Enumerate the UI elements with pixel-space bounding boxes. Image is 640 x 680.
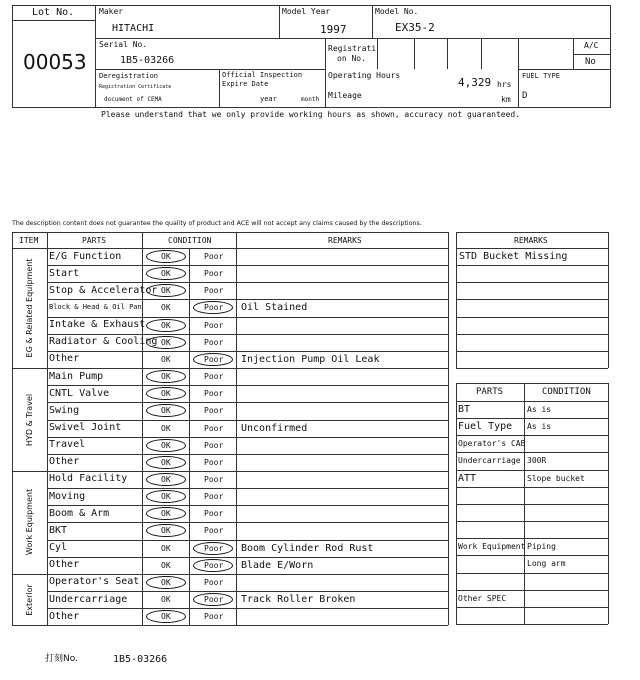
spec-part: Work Equipment	[458, 542, 526, 552]
part-label: Swing	[49, 404, 80, 416]
poor-option: Poor	[204, 423, 224, 433]
poor-option: Poor	[204, 286, 224, 296]
table-rule	[456, 607, 608, 608]
remarks-box-header: REMARKS	[514, 236, 548, 245]
ok-option: OK	[161, 509, 171, 519]
table-rule	[12, 248, 448, 249]
ok-option: OK	[161, 543, 171, 553]
table-rule	[456, 401, 608, 402]
poor-selected-mark	[193, 301, 233, 314]
poor-option: Poor	[204, 320, 224, 330]
part-label: Moving	[49, 490, 86, 502]
remarks-line: STD Bucket Missing	[459, 251, 568, 262]
remark-text: Unconfirmed	[241, 422, 308, 434]
group-label: EG & Related Equipment	[24, 258, 34, 358]
serial-value: 1B5-03266	[120, 55, 175, 66]
poor-option: Poor	[204, 372, 224, 382]
remark-text: Blade E/Worn	[241, 559, 314, 571]
table-rule	[47, 557, 448, 558]
ok-option: OK	[161, 474, 171, 484]
spec-condition: Piping	[527, 542, 556, 552]
ok-option: OK	[161, 595, 171, 604]
model-no-label: Model No.	[375, 7, 419, 16]
part-label: Main Pump	[49, 370, 104, 382]
table-rule	[456, 573, 608, 574]
spec-part: Operator's CAB	[458, 439, 526, 449]
ok-selected-mark	[146, 473, 186, 486]
poor-selected-mark	[193, 593, 233, 606]
table-rule	[47, 232, 48, 625]
table-rule	[47, 351, 448, 352]
parts-box-condition-header: CONDITION	[542, 387, 591, 397]
ok-option: OK	[161, 286, 171, 296]
ok-option: OK	[161, 406, 171, 416]
part-label: Boom & Arm	[49, 507, 110, 519]
table-rule	[47, 505, 448, 506]
poor-selected-mark	[193, 353, 233, 366]
part-label: Cyl	[49, 542, 68, 554]
table-rule	[456, 452, 608, 453]
ok-selected-mark	[146, 507, 186, 520]
table-rule	[47, 282, 448, 283]
hours-disclaimer: Please understand that we only provide working hours as shown, accuracy not guaranteed.	[101, 110, 521, 119]
table-rule	[456, 470, 608, 471]
description-disclaimer: The description content does not guarantee the quality of product and ACE will not accept any claims caused by the descriptions.	[12, 220, 422, 227]
poor-option: Poor	[204, 406, 224, 416]
ok-selected-mark	[146, 576, 186, 589]
table-rule	[12, 574, 448, 575]
spec-condition: As is	[527, 422, 552, 432]
model-year-label: Model Year	[282, 7, 331, 16]
model-year-value: 1997	[320, 23, 347, 36]
spec-part: BT	[458, 404, 471, 415]
poor-selected-mark	[193, 542, 233, 555]
spec-condition: As is	[527, 405, 552, 414]
ok-selected-mark	[146, 490, 186, 503]
poor-option: Poor	[204, 474, 224, 484]
table-rule	[47, 402, 448, 403]
table-rule	[456, 624, 608, 625]
table-rule	[12, 625, 448, 626]
ok-selected-mark	[146, 456, 186, 469]
poor-option: Poor	[204, 337, 224, 347]
lot-label: Lot No.	[32, 7, 75, 18]
ok-selected-mark	[146, 284, 186, 297]
table-rule	[12, 232, 13, 625]
operating-hours-label: Operating Hours	[328, 71, 401, 80]
ok-option: OK	[161, 440, 171, 450]
spec-part: Fuel Type	[458, 421, 513, 433]
table-rule	[47, 591, 448, 592]
spec-condition: Long arm	[527, 559, 566, 569]
ok-option: OK	[161, 492, 171, 502]
ok-selected-mark	[146, 336, 186, 349]
poor-option: Poor	[204, 457, 224, 467]
table-rule	[456, 504, 608, 505]
ok-option: OK	[161, 560, 171, 570]
deregistration-label: Deregistration	[99, 72, 159, 80]
ok-selected-mark	[146, 610, 186, 623]
table-rule	[456, 383, 608, 384]
table-rule	[47, 299, 448, 300]
ok-option: OK	[161, 372, 171, 382]
part-label: Hold Facility	[49, 473, 128, 485]
table-rule	[47, 488, 448, 489]
ok-option: OK	[161, 526, 171, 536]
ok-option: OK	[161, 269, 171, 279]
ok-selected-mark	[146, 439, 186, 452]
table-rule	[47, 608, 448, 609]
poor-option: Poor	[204, 560, 224, 570]
table-rule	[456, 248, 608, 249]
poor-option: Poor	[204, 509, 224, 519]
part-label: Swivel Joint	[49, 422, 122, 433]
ok-selected-mark	[146, 267, 186, 280]
poor-option: Poor	[204, 595, 224, 604]
mileage-label: Mileage	[328, 91, 362, 100]
poor-option: Poor	[204, 492, 224, 502]
maker-value: HITACHI	[112, 23, 155, 34]
table-rule	[12, 471, 448, 472]
km-unit: km	[501, 95, 511, 104]
part-label: Travel	[49, 439, 86, 451]
registration-label-2: on No.	[337, 54, 366, 63]
table-rule	[47, 540, 448, 541]
ok-option: OK	[161, 389, 171, 399]
stamp-value: 1B5-03266	[113, 654, 168, 665]
spec-condition: 300R	[527, 456, 547, 466]
table-rule	[456, 521, 608, 522]
ok-option: OK	[161, 337, 171, 347]
table-rule	[47, 265, 448, 266]
month-label: month	[301, 96, 320, 103]
registration-certificate-label: Registration Certificate	[99, 84, 172, 90]
poor-option: Poor	[204, 303, 224, 313]
model-no-value: EX35-2	[395, 21, 435, 34]
part-label: BKT	[49, 524, 68, 536]
ok-selected-mark	[146, 387, 186, 400]
table-rule	[456, 538, 608, 539]
poor-option: Poor	[204, 252, 224, 261]
table-rule	[47, 385, 448, 386]
poor-option: Poor	[204, 440, 224, 450]
part-label: Undercarriage	[49, 593, 128, 605]
remark-text: Injection Pump Oil Leak	[241, 353, 380, 365]
ok-option: OK	[161, 303, 171, 313]
part-label: Stop & Accelerator	[49, 284, 158, 296]
ok-selected-mark	[146, 250, 186, 263]
table-rule	[456, 418, 608, 419]
poor-option: Poor	[204, 389, 224, 399]
parts-box-parts-header: PARTS	[476, 387, 504, 397]
table-rule	[47, 454, 448, 455]
table-rule	[12, 368, 448, 369]
group-label: HYD & Travel	[24, 393, 34, 446]
parts-header: PARTS	[82, 236, 107, 245]
table-rule	[47, 317, 448, 318]
stamp-label: 打刻No.	[45, 654, 78, 664]
ok-option: OK	[161, 612, 171, 622]
group-label: Exterior	[24, 583, 34, 616]
table-rule	[47, 420, 448, 421]
part-label: Other	[49, 610, 80, 622]
part-label: Start	[49, 267, 80, 279]
table-rule	[456, 555, 608, 556]
fuel-type-value: D	[522, 91, 528, 101]
part-label: Other	[49, 353, 80, 365]
poor-option: Poor	[204, 543, 224, 553]
cema-document-label: document of CEMA	[104, 96, 162, 103]
ac-label: A/C	[584, 41, 599, 50]
poor-option: Poor	[204, 269, 224, 279]
serial-label: Serial No.	[99, 40, 148, 49]
ok-option: OK	[161, 423, 171, 433]
part-label: Intake & Exhaust	[49, 319, 146, 331]
table-rule	[456, 368, 608, 369]
spec-part: Other SPEC	[458, 593, 507, 603]
ok-selected-mark	[146, 370, 186, 383]
table-rule	[47, 522, 448, 523]
remarks-header: REMARKS	[328, 236, 362, 245]
item-header: ITEM	[19, 236, 39, 245]
poor-selected-mark	[193, 559, 233, 572]
ok-selected-mark	[146, 404, 186, 417]
maker-label: Maker	[99, 7, 124, 16]
poor-option: Poor	[204, 354, 224, 364]
table-rule	[456, 435, 608, 436]
operating-hours-value: 4,329	[458, 76, 492, 89]
table-rule	[236, 232, 237, 625]
poor-option: Poor	[204, 526, 224, 536]
table-rule	[456, 265, 608, 266]
table-rule	[608, 383, 609, 624]
ok-option: OK	[161, 252, 171, 261]
part-label: Other	[49, 559, 80, 571]
ok-option: OK	[161, 354, 171, 364]
part-label: Operator's Seat	[49, 576, 140, 588]
part-label: Block & Head & Oil Pan	[49, 303, 142, 312]
group-label: Work Equipment	[24, 489, 34, 556]
table-rule	[456, 317, 608, 318]
table-rule	[456, 334, 608, 335]
ac-value: No	[585, 57, 596, 67]
spec-part: ATT	[458, 472, 477, 484]
ok-option: OK	[161, 457, 171, 467]
inspection-label-1: Official Inspection	[222, 71, 303, 79]
ok-option: OK	[161, 320, 171, 330]
table-rule	[47, 437, 448, 438]
table-rule	[608, 232, 609, 368]
ok-selected-mark	[146, 524, 186, 537]
part-label: Other	[49, 456, 80, 468]
table-rule	[456, 299, 608, 300]
fuel-type-label: FUEL TYPE	[522, 72, 560, 80]
table-rule	[456, 487, 608, 488]
part-label: CNTL Valve	[49, 387, 110, 399]
spec-part: Undercarriage	[458, 456, 521, 466]
table-rule	[448, 232, 449, 625]
table-rule	[456, 282, 608, 283]
registration-label-1: Registrati	[328, 44, 377, 53]
table-rule	[47, 334, 448, 335]
remark-text: Oil Stained	[241, 302, 308, 314]
part-label: E/G Function	[49, 250, 122, 262]
poor-option: Poor	[204, 577, 224, 587]
lot-number: 00053	[23, 50, 87, 74]
condition-header: CONDITION	[168, 236, 212, 245]
poor-option: Poor	[204, 612, 224, 622]
table-rule	[456, 232, 608, 233]
ok-selected-mark	[146, 319, 186, 332]
inspection-label-2: Expire Date	[222, 80, 269, 88]
spec-condition: Slope bucket	[527, 473, 585, 483]
year-label: year	[260, 95, 277, 103]
remark-text: Boom Cylinder Rod Rust	[241, 542, 374, 554]
remark-text: Track Roller Broken	[241, 594, 356, 605]
table-rule	[456, 590, 608, 591]
part-label: Radiator & Cooling	[49, 336, 158, 348]
ok-option: OK	[161, 577, 171, 587]
table-rule	[12, 232, 448, 233]
hours-unit: hrs	[497, 80, 512, 89]
table-rule	[456, 351, 608, 352]
